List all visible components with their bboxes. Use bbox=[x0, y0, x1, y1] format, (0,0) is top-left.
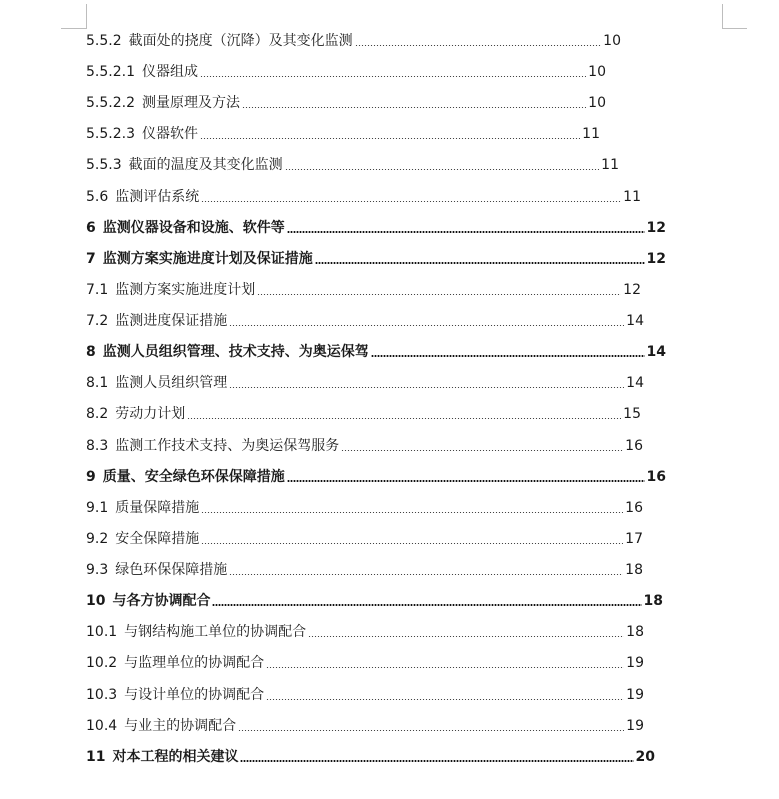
toc-page-number: 16 bbox=[625, 500, 643, 516]
toc-title: 测量原理及方法 bbox=[141, 95, 240, 111]
toc-number: 10.1 bbox=[86, 624, 118, 640]
toc-page-number: 11 bbox=[601, 157, 619, 173]
toc-title: 截面处的挠度（沉降）及其变化监测 bbox=[128, 33, 353, 49]
toc-row[interactable] bbox=[86, 716, 644, 736]
toc-page-number: 17 bbox=[625, 531, 643, 547]
dot-leader bbox=[229, 574, 623, 575]
toc-title: 质量保障措施 bbox=[115, 500, 200, 516]
toc-page-number: 11 bbox=[582, 126, 600, 142]
dot-leader bbox=[201, 543, 623, 544]
toc-row[interactable] bbox=[86, 218, 666, 238]
dot-leader bbox=[200, 138, 580, 139]
toc-title: 监测人员组织管理、技术支持、为奥运保驾 bbox=[102, 344, 369, 360]
toc-page-number: 10 bbox=[588, 95, 606, 111]
toc-page-number: 14 bbox=[626, 313, 644, 329]
toc-row[interactable] bbox=[86, 653, 644, 673]
toc-number: 5.5.2.2 bbox=[86, 95, 135, 111]
toc-row[interactable] bbox=[86, 187, 641, 207]
toc-row[interactable] bbox=[86, 311, 644, 331]
toc-page-number: 19 bbox=[626, 687, 644, 703]
dot-leader bbox=[200, 76, 586, 77]
toc-page-number: 10 bbox=[603, 33, 621, 49]
toc-row[interactable] bbox=[86, 591, 663, 611]
toc-row[interactable] bbox=[86, 31, 621, 51]
toc-number: 6 bbox=[86, 220, 96, 236]
toc-number: 7 bbox=[86, 251, 96, 267]
toc-number: 9.1 bbox=[86, 500, 109, 516]
toc-title: 与设计单位的协调配合 bbox=[124, 687, 265, 703]
toc-number: 10 bbox=[86, 593, 106, 609]
toc-number: 5.5.3 bbox=[86, 157, 122, 173]
toc-title: 监测人员组织管理 bbox=[115, 375, 228, 391]
toc-number: 5.5.2.3 bbox=[86, 126, 135, 142]
toc-row[interactable] bbox=[86, 436, 643, 456]
toc-title: 与监理单位的协调配合 bbox=[124, 655, 265, 671]
toc-title: 仪器组成 bbox=[141, 64, 198, 80]
toc-number: 8.1 bbox=[86, 375, 109, 391]
toc-number: 8.2 bbox=[86, 406, 109, 422]
toc-title: 绿色环保保障措施 bbox=[115, 562, 228, 578]
toc-number: 7.1 bbox=[86, 282, 109, 298]
toc-title: 质量、安全绿色环保保障措施 bbox=[102, 469, 285, 485]
toc-page-number: 16 bbox=[646, 469, 666, 485]
dot-leader bbox=[266, 667, 624, 668]
dot-leader bbox=[212, 604, 641, 606]
dot-leader bbox=[287, 231, 645, 233]
dot-leader bbox=[308, 636, 624, 637]
toc-page-number: 14 bbox=[646, 344, 666, 360]
toc-number: 9.2 bbox=[86, 531, 109, 547]
toc-row[interactable] bbox=[86, 685, 644, 705]
toc-number: 10.2 bbox=[86, 655, 118, 671]
toc-page-number: 18 bbox=[643, 593, 663, 609]
dot-leader bbox=[229, 387, 624, 388]
toc-title: 监测仪器设备和设施、软件等 bbox=[102, 220, 285, 236]
toc-page-number: 10 bbox=[588, 64, 606, 80]
toc-row[interactable] bbox=[86, 124, 600, 144]
toc-number: 10.4 bbox=[86, 718, 118, 734]
toc-title: 监测工作技术支持、为奥运保驾服务 bbox=[115, 438, 340, 454]
toc-number: 9.3 bbox=[86, 562, 109, 578]
toc-number: 8 bbox=[86, 344, 96, 360]
dot-leader bbox=[341, 450, 623, 451]
toc-title: 监测评估系统 bbox=[115, 189, 200, 205]
toc-page-number: 16 bbox=[625, 438, 643, 454]
toc-title: 监测进度保证措施 bbox=[115, 313, 228, 329]
toc-row[interactable] bbox=[86, 373, 644, 393]
toc-title: 对本工程的相关建议 bbox=[112, 749, 239, 765]
toc-title: 仪器软件 bbox=[141, 126, 198, 142]
toc-page-number: 20 bbox=[635, 749, 655, 765]
toc-row[interactable] bbox=[86, 529, 643, 549]
dot-leader bbox=[240, 760, 633, 762]
toc-page-number: 18 bbox=[626, 624, 644, 640]
toc-number: 5.5.2 bbox=[86, 33, 122, 49]
toc-number: 11 bbox=[86, 749, 106, 765]
dot-leader bbox=[257, 294, 621, 295]
toc-title: 与各方协调配合 bbox=[112, 593, 211, 609]
toc-page-number: 15 bbox=[623, 406, 641, 422]
toc-title: 监测方案实施进度计划及保证措施 bbox=[102, 251, 313, 267]
dot-leader bbox=[285, 169, 600, 170]
toc-number: 8.3 bbox=[86, 438, 109, 454]
dot-leader bbox=[187, 418, 621, 419]
toc-number: 5.5.2.1 bbox=[86, 64, 135, 80]
toc-page-number: 19 bbox=[626, 718, 644, 734]
toc-page-number: 18 bbox=[625, 562, 643, 578]
dot-leader bbox=[355, 45, 602, 46]
toc-title: 与钢结构施工单位的协调配合 bbox=[124, 624, 307, 640]
dot-leader bbox=[242, 107, 586, 108]
toc-row[interactable] bbox=[86, 62, 606, 82]
toc-title: 截面的温度及其变化监测 bbox=[128, 157, 283, 173]
toc-row[interactable] bbox=[86, 747, 655, 767]
toc-page-number: 14 bbox=[626, 375, 644, 391]
toc-title: 劳动力计划 bbox=[115, 406, 186, 422]
toc-title: 监测方案实施进度计划 bbox=[115, 282, 256, 298]
dot-leader bbox=[287, 480, 645, 482]
dot-leader bbox=[371, 355, 645, 357]
toc-page-number: 12 bbox=[646, 220, 666, 236]
dot-leader bbox=[201, 512, 623, 513]
dot-leader bbox=[315, 262, 645, 264]
toc-row[interactable] bbox=[86, 404, 641, 424]
toc-row[interactable] bbox=[86, 155, 619, 175]
toc-row[interactable] bbox=[86, 280, 641, 300]
toc-row[interactable] bbox=[86, 249, 666, 269]
dot-leader bbox=[266, 699, 624, 700]
toc-title: 与业主的协调配合 bbox=[124, 718, 237, 734]
toc-page-number: 12 bbox=[623, 282, 641, 298]
dot-leader bbox=[238, 730, 624, 731]
toc-row[interactable] bbox=[86, 560, 643, 580]
toc-number: 7.2 bbox=[86, 313, 109, 329]
toc-page-number: 12 bbox=[646, 251, 666, 267]
dot-leader bbox=[201, 201, 621, 202]
toc-number: 9 bbox=[86, 469, 96, 485]
toc-row[interactable] bbox=[86, 498, 643, 518]
toc-page-number: 11 bbox=[623, 189, 641, 205]
toc-number: 5.6 bbox=[86, 189, 109, 205]
toc-row[interactable] bbox=[86, 93, 606, 113]
dot-leader bbox=[229, 325, 624, 326]
toc-title: 安全保障措施 bbox=[115, 531, 200, 547]
toc-number: 10.3 bbox=[86, 687, 118, 703]
toc-row[interactable] bbox=[86, 467, 666, 487]
toc-page-number: 19 bbox=[626, 655, 644, 671]
toc-row[interactable] bbox=[86, 342, 666, 362]
toc-row[interactable] bbox=[86, 622, 644, 642]
